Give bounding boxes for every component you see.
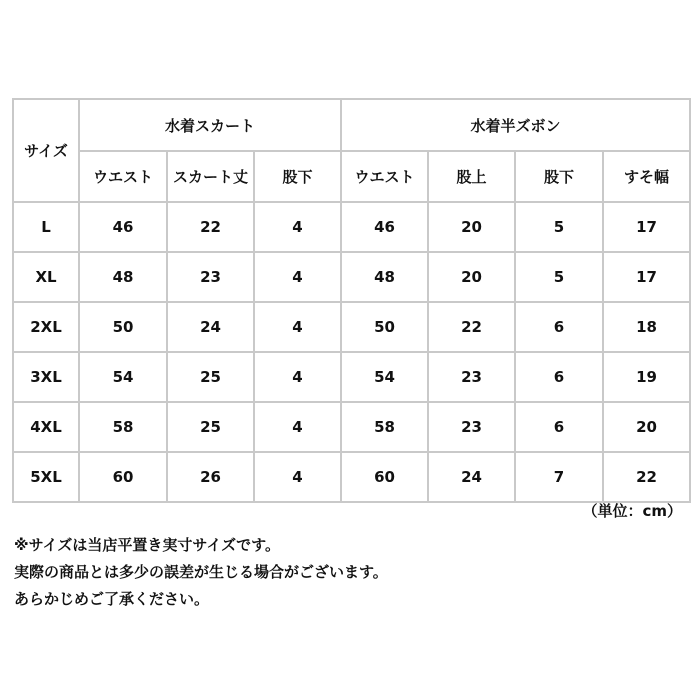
table-cell: 4 bbox=[254, 352, 341, 402]
table-cell: 6 bbox=[515, 402, 603, 452]
column-header: すそ幅 bbox=[603, 151, 690, 202]
table-cell: 58 bbox=[79, 402, 167, 452]
table-row bbox=[13, 252, 690, 302]
table-cell: 23 bbox=[428, 402, 515, 452]
table-cell: 22 bbox=[603, 452, 690, 502]
table-cell: 6 bbox=[515, 352, 603, 402]
table-cell: 22 bbox=[167, 202, 254, 252]
table-cell: 7 bbox=[515, 452, 603, 502]
table-cell: 24 bbox=[428, 452, 515, 502]
skirt-group-header: 水着スカート bbox=[79, 99, 341, 151]
table-row bbox=[13, 452, 690, 502]
column-header-row bbox=[13, 151, 690, 202]
column-header: 股下 bbox=[515, 151, 603, 202]
shorts-group-header: 水着半ズボン bbox=[341, 99, 690, 151]
unit-note: （単位：cm） bbox=[582, 502, 682, 520]
column-header: スカート丈 bbox=[167, 151, 254, 202]
size-header: サイズ bbox=[13, 99, 79, 202]
table-cell: 24 bbox=[167, 302, 254, 352]
table-cell: 54 bbox=[341, 352, 428, 402]
table-cell: 46 bbox=[341, 202, 428, 252]
table-row bbox=[13, 402, 690, 452]
table-cell: 4 bbox=[254, 252, 341, 302]
size-label: 4XL bbox=[13, 402, 79, 452]
table-row bbox=[13, 302, 690, 352]
table-cell: 26 bbox=[167, 452, 254, 502]
size-label: 3XL bbox=[13, 352, 79, 402]
table-cell: 48 bbox=[341, 252, 428, 302]
table-cell: 46 bbox=[79, 202, 167, 252]
table-cell: 23 bbox=[428, 352, 515, 402]
table-row bbox=[13, 202, 690, 252]
size-chart-table bbox=[12, 98, 691, 503]
column-header: 股下 bbox=[254, 151, 341, 202]
size-label: 5XL bbox=[13, 452, 79, 502]
table-cell: 20 bbox=[428, 252, 515, 302]
table-cell: 22 bbox=[428, 302, 515, 352]
size-rows bbox=[13, 202, 690, 502]
table-cell: 48 bbox=[79, 252, 167, 302]
table-cell: 58 bbox=[341, 402, 428, 452]
table-cell: 4 bbox=[254, 202, 341, 252]
table-cell: 5 bbox=[515, 202, 603, 252]
table-cell: 4 bbox=[254, 302, 341, 352]
column-header: 股上 bbox=[428, 151, 515, 202]
table-cell: 50 bbox=[341, 302, 428, 352]
table-cell: 18 bbox=[603, 302, 690, 352]
table-cell: 19 bbox=[603, 352, 690, 402]
size-label: XL bbox=[13, 252, 79, 302]
size-label: 2XL bbox=[13, 302, 79, 352]
table-cell: 25 bbox=[167, 402, 254, 452]
table-cell: 17 bbox=[603, 252, 690, 302]
table-cell: 4 bbox=[254, 402, 341, 452]
note-line: ※サイズは当店平置き実寸サイズです。 bbox=[14, 536, 280, 554]
column-header: ウエスト bbox=[79, 151, 167, 202]
table-cell: 4 bbox=[254, 452, 341, 502]
table-cell: 23 bbox=[167, 252, 254, 302]
table-cell: 60 bbox=[341, 452, 428, 502]
table-cell: 25 bbox=[167, 352, 254, 402]
table-row bbox=[13, 352, 690, 402]
table-cell: 6 bbox=[515, 302, 603, 352]
note-line: 実際の商品とは多少の誤差が生じる場合がございます。 bbox=[14, 563, 388, 581]
table-cell: 50 bbox=[79, 302, 167, 352]
size-label: L bbox=[13, 202, 79, 252]
column-header: ウエスト bbox=[341, 151, 428, 202]
table-cell: 20 bbox=[428, 202, 515, 252]
notes bbox=[14, 532, 388, 613]
table-cell: 20 bbox=[603, 402, 690, 452]
note-line: あらかじめご了承ください。 bbox=[14, 590, 210, 608]
group-header-row bbox=[13, 99, 690, 151]
table-cell: 60 bbox=[79, 452, 167, 502]
table-cell: 5 bbox=[515, 252, 603, 302]
table-cell: 54 bbox=[79, 352, 167, 402]
table-cell: 17 bbox=[603, 202, 690, 252]
